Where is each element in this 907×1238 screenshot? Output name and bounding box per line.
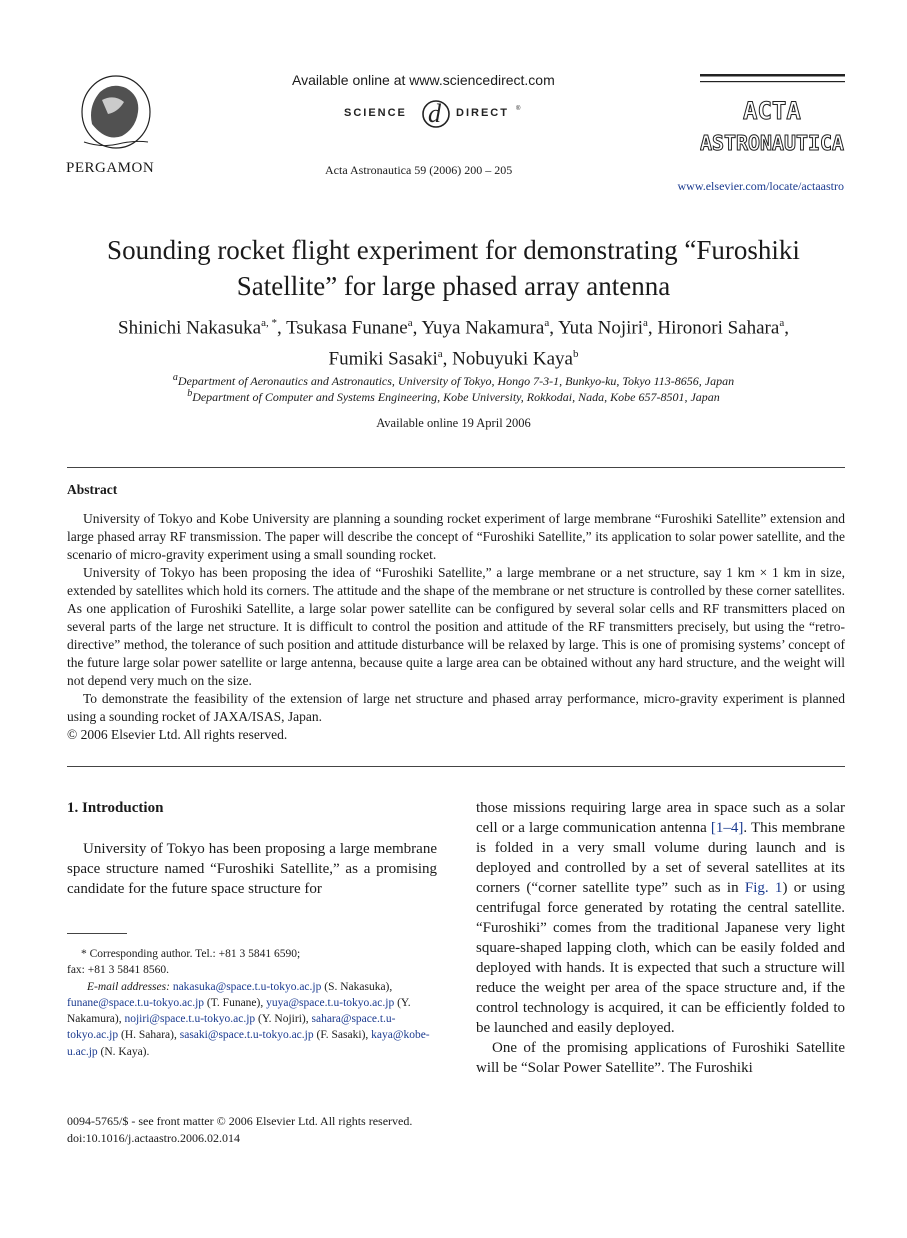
svg-text:d: d: [428, 99, 441, 128]
sd-logo-right-text: DIRECT: [456, 107, 509, 119]
acta-astronautica-logo: [700, 74, 845, 164]
email-link[interactable]: nakasuka@space.t.u-tokyo.ac.jp: [172, 980, 322, 993]
affiliation-b-mark: b: [187, 388, 193, 399]
affiliation-a-text: Department of Aeronautics and Astronautics, University of Tokyo, Hongo 7-3-1, Bunkyo-ku, Tokyo 113-8656, Japan: [177, 374, 735, 388]
reference-link[interactable]: [1–4]: [710, 820, 744, 836]
body-paragraph: [476, 798, 845, 1038]
corresponding-author-note: * Corresponding author. Tel.: +81 3 5841 6590;: [81, 948, 301, 960]
affiliation-a-mark: a: [172, 372, 178, 383]
svg-text:®: ®: [516, 106, 521, 112]
email-owner: (Y. Nojiri),: [258, 1013, 309, 1026]
author-affiliation-mark: a: [407, 317, 413, 329]
email-link[interactable]: nojiri@space.t.u-tokyo.ac.jp: [124, 1013, 256, 1026]
author-name: Yuta Nojiri: [558, 317, 644, 339]
email-link[interactable]: kaya@kobe-u.ac.jp: [67, 1029, 430, 1058]
author-separator: ,: [276, 317, 287, 339]
author-separator: ,: [442, 348, 453, 370]
fax-note: fax: +81 3 5841 8560.: [67, 964, 169, 977]
author-affiliation-mark: a: [544, 317, 550, 329]
journal-url-link[interactable]: www.elsevier.com/locate/actaastro: [677, 179, 844, 193]
affiliation-a: [60, 372, 847, 389]
title-line-1: Sounding rocket flight experiment for demonstrating “Furoshiki: [107, 235, 800, 265]
author-affiliation-mark: b: [573, 348, 579, 361]
article-title: [60, 232, 847, 304]
left-column: [67, 800, 437, 899]
footnote-divider: [67, 933, 127, 934]
front-matter: [67, 1113, 412, 1147]
sciencedirect-logo: [344, 94, 534, 134]
email-link[interactable]: funane@space.t.u-tokyo.ac.jp: [67, 996, 205, 1009]
body-text: those missions requiring large area in space such as a solar cell or a large communication antenna: [476, 800, 845, 836]
email-owner: (Y. Nakamura),: [67, 996, 411, 1026]
author-affiliation-mark: a, *: [261, 317, 277, 329]
email-owner: (F. Sasaki),: [316, 1029, 369, 1042]
abstract-paragraph: University of Tokyo and Kobe University are planning a sounding rocket experiment of large membrane “Furoshiki Satellite” extension and large phased array RF transmission. The paper will describe the concept of “Furoshiki Satellite,” its application to solar power satellite, and the scenario of micro-gravity experiment using a small sounding rocket.: [67, 511, 845, 562]
author-separator: ,: [412, 317, 422, 339]
available-online-banner: Available online at www.sciencedirect.com: [292, 72, 555, 88]
email-link[interactable]: sahara@space.t.u-tokyo.ac.jp: [67, 1013, 396, 1042]
title-line-2: Satellite” for large phased array antenna: [236, 271, 671, 301]
author-separator: ,: [784, 317, 789, 339]
journal-logo-line2: ASTRONAUTICA: [700, 131, 844, 155]
email-label: E-mail addresses:: [87, 980, 170, 993]
author-name: Hironori Sahara: [657, 317, 780, 339]
email-owner: (N. Kaya).: [100, 1045, 150, 1058]
figure-link[interactable]: Fig. 1: [744, 880, 783, 896]
body-text: . This membrane is folded in a very small volume during launch and is deployed and controlled by a set of several satellites at its corners (“corner satellite type” such as in: [476, 820, 846, 896]
author-affiliation-mark: a: [779, 317, 785, 329]
email-owner: (H. Sahara),: [120, 1029, 177, 1042]
abstract-paragraph: To demonstrate the feasibility of the extension of large net structure and phased array performance, micro-gravity experiment is planned using a sounding rocket of JAXA/ISAS, Japan.: [67, 691, 845, 724]
abstract-body: [67, 510, 845, 744]
email-link[interactable]: sasaki@space.t.u-tokyo.ac.jp: [179, 1029, 314, 1042]
author-affiliation-mark: a: [437, 348, 443, 361]
journal-citation: Acta Astronautica 59 (2006) 200 – 205: [325, 163, 513, 177]
email-owner: (S. Nakasuka),: [324, 980, 393, 993]
affiliation-b: [60, 388, 847, 405]
footnotes: [67, 946, 437, 1060]
issn-line: 0094-5765/$ - see front matter © 2006 Elsevier Ltd. All rights reserved.: [67, 1114, 413, 1128]
author-name: Fumiki Sasaki: [328, 348, 438, 370]
body-text: ) or using centrifugal force generated by rotating the central satellite. “Furoshiki” comes from the traditional Japanese very light square-shaped lapping cloth, which can be easily folded and deployed with hands. It is expected that such a structure will reduce the weight per area of the space structure and, if the control technology is acquired, it can be efficiently folded to be launched and easily deployed.: [476, 880, 846, 1036]
publisher-name: PERGAMON: [66, 160, 155, 176]
author-name: Yuya Nakamura: [421, 317, 545, 339]
author-name: Shinichi Nakasuka: [118, 317, 262, 339]
affiliation-b-text: Department of Computer and Systems Engineering, Kobe University, Rokkodai, Nada, Kobe 657-8501, Japan: [192, 390, 720, 404]
divider-bottom: [67, 766, 845, 767]
author-name: Nobuyuki Kaya: [452, 348, 573, 370]
author-separator: ,: [647, 317, 658, 339]
abstract-copyright: © 2006 Elsevier Ltd. All rights reserved.: [67, 727, 288, 742]
email-link[interactable]: yuya@space.t.u-tokyo.ac.jp: [266, 996, 395, 1009]
author-separator: ,: [549, 317, 559, 339]
body-paragraph: One of the promising applications of Furoshiki Satellite will be “Solar Power Satellite”. The Furoshiki: [476, 1040, 845, 1076]
doi-line: doi:10.1016/j.actaastro.2006.02.014: [67, 1131, 240, 1145]
available-date: Available online 19 April 2006: [376, 416, 531, 430]
abstract-heading: Abstract: [67, 482, 118, 497]
email-owner: (T. Funane),: [206, 996, 264, 1009]
divider-top: [67, 467, 845, 468]
section-heading-introduction: 1. Introduction: [67, 800, 164, 816]
author-affiliation-mark: a: [643, 317, 648, 329]
intro-paragraph: University of Tokyo has been proposing a large membrane space structure named “Furoshiki Satellite,” as a promising candidate for the future space structure for: [67, 841, 437, 897]
sd-logo-left-text: SCIENCE: [344, 107, 407, 119]
journal-logo-line1: ACTA: [743, 97, 801, 125]
email-addresses: [67, 979, 437, 1060]
author-list: [60, 310, 847, 373]
right-column: [476, 798, 845, 1078]
author-name: Tsukasa Funane: [286, 317, 408, 339]
abstract-paragraph: University of Tokyo has been proposing the idea of “Furoshiki Satellite,” a large membrane or a net structure, say 1 km × 1 km in size, extended by satellites which hold its corners. The attitude and the shape of the membrane or net structure is controlled by these corner satellites. As one application of Furoshiki Satellite, a large solar power satellite can be configured by several solar cells and RF transmitters placed on several parts of the large net structure. It is difficult to control the position and attitude of the RF transmitters precisely, but using the “retro-directive” method, the tolerance of such position and attitude disturbance will be relaxed by large. This is one of promising systems’ concept of the future large solar power satellite or large antenna, because quite a large area can be obtained without any hard structure, and the weight will not depend very much on the size.: [67, 565, 845, 688]
